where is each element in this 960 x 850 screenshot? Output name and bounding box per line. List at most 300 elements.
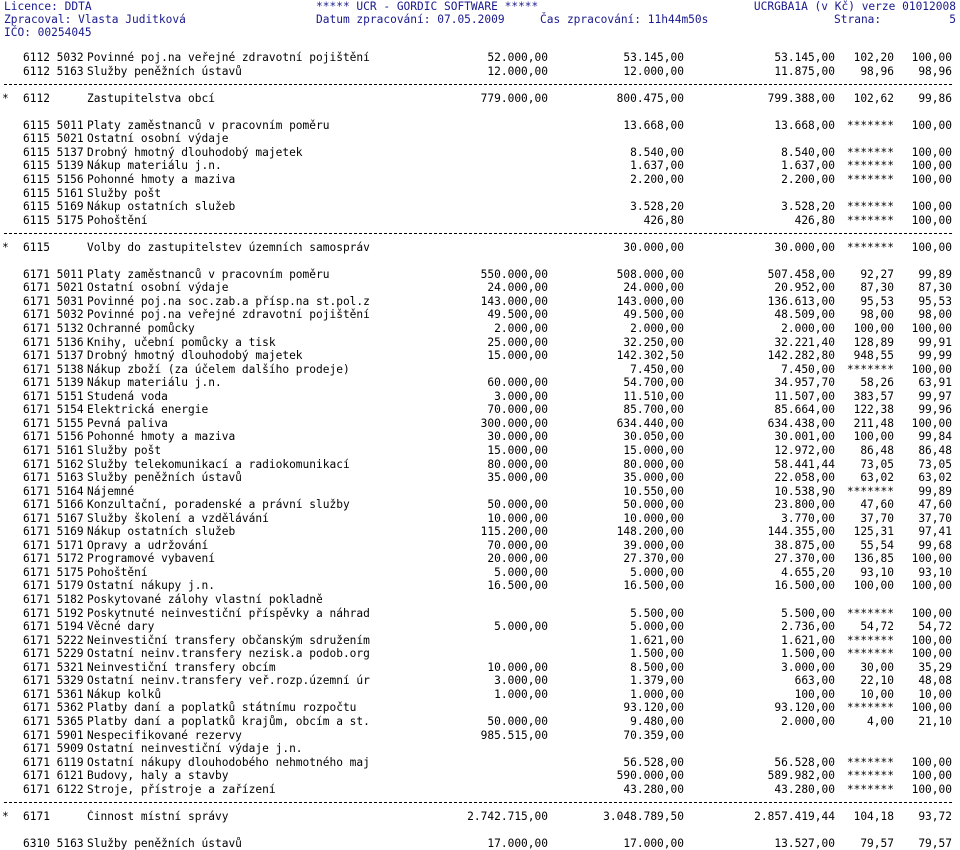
percent-of-approved: ******* <box>846 146 894 159</box>
actual-amount: 507.458,00 <box>767 268 835 281</box>
approved-budget: 2.742.715,00 <box>467 810 548 823</box>
adjusted-budget: 50.000,00 <box>623 498 684 511</box>
adjusted-budget: 8.500,00 <box>630 661 684 674</box>
actual-amount: 3.770,00 <box>781 512 835 525</box>
table-row <box>0 132 960 145</box>
item-description: Pohoštění <box>87 214 148 227</box>
actual-amount: 30.001,00 <box>774 430 835 443</box>
account-code: 6171 5136 <box>23 336 84 349</box>
actual-amount: 13.668,00 <box>774 119 835 132</box>
table-row <box>0 349 960 362</box>
table-row <box>0 336 960 349</box>
percent-of-approved: ******* <box>846 769 894 782</box>
item-description: Služby pošt <box>87 444 162 457</box>
account-code: 6171 5182 <box>23 593 84 606</box>
percent-of-adjusted: 93,72 <box>918 810 952 823</box>
item-description: Elektrická energie <box>87 403 209 416</box>
percent-of-approved: ******* <box>846 701 894 714</box>
adjusted-budget: 2.000,00 <box>630 322 684 335</box>
percent-of-approved: 95,53 <box>860 295 894 308</box>
actual-amount: 2.000,00 <box>781 715 835 728</box>
item-description: Knihy, učební pomůcky a tisk <box>87 336 276 349</box>
approved-budget: 30.000,00 <box>487 430 548 443</box>
item-description: Platby daní a poplatků státnímu rozpočtu <box>87 701 357 714</box>
actual-amount: 799.388,00 <box>767 92 835 105</box>
approved-budget: 3.000,00 <box>494 674 548 687</box>
adjusted-budget: 3.528,20 <box>630 200 684 213</box>
adjusted-budget: 49.500,00 <box>623 308 684 321</box>
approved-budget: 12.000,00 <box>487 65 548 78</box>
item-description: Neinvestiční transfery občanským sdružením <box>87 634 370 647</box>
table-row <box>0 51 960 64</box>
percent-of-adjusted: 100,00 <box>911 146 952 159</box>
product-banner: ***** UCR - GORDIC SOFTWARE ***** <box>316 0 539 13</box>
item-description: Nespecifikované rezervy <box>87 729 242 742</box>
percent-of-approved: 30,00 <box>860 661 894 674</box>
approved-budget: 779.000,00 <box>480 92 548 105</box>
account-code: 6171 5139 <box>23 376 84 389</box>
table-row <box>0 729 960 742</box>
table-row <box>0 200 960 213</box>
percent-of-adjusted: 47,60 <box>918 498 952 511</box>
item-description: Služby peněžních ústavů <box>87 65 242 78</box>
item-description: Služby telekomunikací a radiokomunikací <box>87 458 350 471</box>
header-line-1 <box>4 0 956 13</box>
account-code: 6171 5154 <box>23 403 84 416</box>
table-row <box>0 471 960 484</box>
approved-budget: 70.000,00 <box>487 403 548 416</box>
table-row <box>0 187 960 200</box>
percent-of-approved: 211,48 <box>853 417 894 430</box>
approved-budget: 70.000,00 <box>487 539 548 552</box>
account-code: 6112 <box>23 92 50 105</box>
percent-of-approved: 10,00 <box>860 688 894 701</box>
processing-date: Datum zpracování: 07.05.2009 <box>316 13 505 26</box>
percent-of-adjusted: 99,97 <box>918 390 952 403</box>
percent-of-adjusted: 100,00 <box>911 119 952 132</box>
percent-of-approved: 93,10 <box>860 566 894 579</box>
table-row <box>0 647 960 660</box>
approved-budget: 16.500,00 <box>487 579 548 592</box>
account-code: 6171 5192 <box>23 607 84 620</box>
account-code: 6171 5167 <box>23 512 84 525</box>
actual-amount: 13.527,00 <box>774 837 835 850</box>
processing-time: Čas zpracování: 11h44m50s <box>540 13 709 26</box>
subtotal-marker: * <box>2 92 9 105</box>
account-code: 6112 5163 <box>23 65 84 78</box>
dashed-separator <box>4 84 952 85</box>
actual-amount: 663,00 <box>794 674 835 687</box>
item-description: Pevná paliva <box>87 417 168 430</box>
actual-amount: 32.221,40 <box>774 336 835 349</box>
percent-of-adjusted: 99,89 <box>918 485 952 498</box>
approved-budget: 1.000,00 <box>494 688 548 701</box>
adjusted-budget: 1.500,00 <box>630 647 684 660</box>
table-row <box>0 661 960 674</box>
percent-of-approved: 104,18 <box>853 810 894 823</box>
item-description: Zastupitelstva obcí <box>87 92 215 105</box>
item-description: Ostatní nákupy dlouhodobého nehmotného maj <box>87 756 370 769</box>
adjusted-budget: 24.000,00 <box>623 281 684 294</box>
item-description: Služby školení a vzdělávání <box>87 512 269 525</box>
page-label: Strana: <box>834 13 882 26</box>
table-row <box>0 390 960 403</box>
subtotal-marker: * <box>2 241 9 254</box>
adjusted-budget: 7.450,00 <box>630 363 684 376</box>
item-description: Pohonné hmoty a maziva <box>87 173 236 186</box>
account-code: 6310 5163 <box>23 837 84 850</box>
account-code: 6171 5222 <box>23 634 84 647</box>
adjusted-budget: 426,80 <box>643 214 684 227</box>
percent-of-adjusted: 100,00 <box>911 783 952 796</box>
item-description: Věcné dary <box>87 620 155 633</box>
item-description: Nákup materiálu j.n. <box>87 376 222 389</box>
item-description: Drobný hmotný dlouhodobý majetek <box>87 146 303 159</box>
adjusted-budget: 13.668,00 <box>623 119 684 132</box>
percent-of-adjusted: 37,70 <box>918 512 952 525</box>
table-row <box>0 525 960 538</box>
approved-budget: 20.000,00 <box>487 552 548 565</box>
account-code: 6171 5151 <box>23 390 84 403</box>
account-code: 6115 5161 <box>23 187 84 200</box>
actual-amount: 4.655,20 <box>781 566 835 579</box>
percent-of-approved: ******* <box>846 485 894 498</box>
item-description: Pohoštění <box>87 566 148 579</box>
item-description: Služby pošt <box>87 187 162 200</box>
percent-of-adjusted: 54,72 <box>918 620 952 633</box>
percent-of-approved: 100,00 <box>853 430 894 443</box>
adjusted-budget: 39.000,00 <box>623 539 684 552</box>
adjusted-budget: 1.621,00 <box>630 634 684 647</box>
percent-of-adjusted: 63,02 <box>918 471 952 484</box>
actual-amount: 85.664,00 <box>774 403 835 416</box>
adjusted-budget: 142.302,50 <box>616 349 684 362</box>
adjusted-budget: 5.000,00 <box>630 620 684 633</box>
percent-of-adjusted: 100,00 <box>911 552 952 565</box>
actual-amount: 3.528,20 <box>781 200 835 213</box>
account-code: 6171 <box>23 810 50 823</box>
percent-of-approved: 98,96 <box>860 65 894 78</box>
account-code: 6171 5179 <box>23 579 84 592</box>
adjusted-budget: 1.637,00 <box>630 159 684 172</box>
adjusted-budget: 8.540,00 <box>630 146 684 159</box>
approved-budget: 985.515,00 <box>480 729 548 742</box>
percent-of-approved: 100,00 <box>853 322 894 335</box>
percent-of-approved: 122,38 <box>853 403 894 416</box>
actual-amount: 2.000,00 <box>781 322 835 335</box>
percent-of-approved: ******* <box>846 783 894 796</box>
item-description: Ostatní osobní výdaje <box>87 281 229 294</box>
approved-budget: 15.000,00 <box>487 444 548 457</box>
item-description: Volby do zastupitelstev územních samospráv <box>87 241 370 254</box>
percent-of-approved: ******* <box>846 634 894 647</box>
item-description: Nákup kolků <box>87 688 162 701</box>
item-description: Nájemné <box>87 485 135 498</box>
actual-amount: 11.507,00 <box>774 390 835 403</box>
account-code: 6171 5169 <box>23 525 84 538</box>
table-row <box>0 634 960 647</box>
adjusted-budget: 70.359,00 <box>623 729 684 742</box>
percent-of-approved: 73,05 <box>860 458 894 471</box>
adjusted-budget: 508.000,00 <box>616 268 684 281</box>
item-description: Ochranné pomůcky <box>87 322 195 335</box>
account-code: 6171 5161 <box>23 444 84 457</box>
percent-of-adjusted: 100,00 <box>911 634 952 647</box>
percent-of-approved: 136,85 <box>853 552 894 565</box>
item-description: Činnost místní správy <box>87 810 229 823</box>
percent-of-approved: ******* <box>846 119 894 132</box>
subtotal-marker: * <box>2 810 9 823</box>
percent-of-adjusted: 100,00 <box>911 241 952 254</box>
adjusted-budget: 15.000,00 <box>623 444 684 457</box>
actual-amount: 7.450,00 <box>781 363 835 376</box>
account-code: 6115 5137 <box>23 146 84 159</box>
adjusted-budget: 16.500,00 <box>623 579 684 592</box>
adjusted-budget: 11.510,00 <box>623 390 684 403</box>
approved-budget: 35.000,00 <box>487 471 548 484</box>
percent-of-approved: ******* <box>846 173 894 186</box>
account-code: 6171 5166 <box>23 498 84 511</box>
percent-of-approved: ******* <box>846 756 894 769</box>
percent-of-adjusted: 100,00 <box>911 51 952 64</box>
account-code: 6115 5169 <box>23 200 84 213</box>
percent-of-approved: 4,00 <box>867 715 894 728</box>
actual-amount: 2.736,00 <box>781 620 835 633</box>
percent-of-approved: ******* <box>846 214 894 227</box>
item-description: Služby peněžních ústavů <box>87 471 242 484</box>
approved-budget: 550.000,00 <box>480 268 548 281</box>
table-row <box>0 65 960 78</box>
percent-of-adjusted: 35,29 <box>918 661 952 674</box>
table-row <box>0 674 960 687</box>
account-code: 6171 5909 <box>23 742 84 755</box>
actual-amount: 100,00 <box>794 688 835 701</box>
percent-of-adjusted: 98,00 <box>918 308 952 321</box>
actual-amount: 10.538,90 <box>774 485 835 498</box>
table-row <box>0 146 960 159</box>
account-code: 6171 5138 <box>23 363 84 376</box>
table-row <box>0 363 960 376</box>
percent-of-approved: 79,57 <box>860 837 894 850</box>
percent-of-approved: ******* <box>846 241 894 254</box>
actual-amount: 56.528,00 <box>774 756 835 769</box>
table-row <box>0 607 960 620</box>
item-description: Platy zaměstnanců v pracovním poměru <box>87 119 330 132</box>
table-row <box>0 688 960 701</box>
percent-of-adjusted: 100,00 <box>911 647 952 660</box>
adjusted-budget: 27.370,00 <box>623 552 684 565</box>
account-code: 6171 5155 <box>23 417 84 430</box>
percent-of-approved: 37,70 <box>860 512 894 525</box>
adjusted-budget: 56.528,00 <box>623 756 684 769</box>
account-code: 6171 5361 <box>23 688 84 701</box>
percent-of-approved: 100,00 <box>853 579 894 592</box>
percent-of-approved: ******* <box>846 200 894 213</box>
approved-budget: 115.200,00 <box>480 525 548 538</box>
adjusted-budget: 30.050,00 <box>623 430 684 443</box>
table-row <box>0 295 960 308</box>
table-row <box>0 593 960 606</box>
item-description: Ostatní nákupy j.n. <box>87 579 215 592</box>
table-row <box>0 430 960 443</box>
item-description: Nákup ostatních služeb <box>87 200 236 213</box>
actual-amount: 23.800,00 <box>774 498 835 511</box>
item-description: Drobný hmotný dlouhodobý majetek <box>87 349 303 362</box>
table-row <box>0 119 960 132</box>
approved-budget: 17.000,00 <box>487 837 548 850</box>
account-code: 6171 5171 <box>23 539 84 552</box>
percent-of-adjusted: 100,00 <box>911 417 952 430</box>
percent-of-adjusted: 99,96 <box>918 403 952 416</box>
actual-amount: 8.540,00 <box>781 146 835 159</box>
actual-amount: 34.957,70 <box>774 376 835 389</box>
actual-amount: 1.500,00 <box>781 647 835 660</box>
percent-of-approved: 54,72 <box>860 620 894 633</box>
approved-budget: 52.000,00 <box>487 51 548 64</box>
account-code: 6171 5163 <box>23 471 84 484</box>
percent-of-approved: 102,20 <box>853 51 894 64</box>
page-number: 5 <box>949 13 956 26</box>
approved-budget: 5.000,00 <box>494 620 548 633</box>
actual-amount: 12.972,00 <box>774 444 835 457</box>
table-row <box>0 579 960 592</box>
item-description: Platby daní a poplatků krajům, obcím a st. <box>87 715 370 728</box>
account-code: 6171 5132 <box>23 322 84 335</box>
percent-of-approved: 383,57 <box>853 390 894 403</box>
table-row <box>0 498 960 511</box>
actual-amount: 20.952,00 <box>774 281 835 294</box>
adjusted-budget: 143.000,00 <box>616 295 684 308</box>
percent-of-adjusted: 99,91 <box>918 336 952 349</box>
table-row <box>0 742 960 755</box>
percent-of-approved: ******* <box>846 159 894 172</box>
processed-by: Zpracoval: Vlasta Juditková <box>4 13 186 26</box>
percent-of-adjusted: 95,53 <box>918 295 952 308</box>
adjusted-budget: 9.480,00 <box>630 715 684 728</box>
header-line-2 <box>4 13 956 26</box>
percent-of-adjusted: 63,91 <box>918 376 952 389</box>
account-code: 6171 6122 <box>23 783 84 796</box>
dashed-separator <box>4 233 952 234</box>
account-code: 6115 5156 <box>23 173 84 186</box>
percent-of-adjusted: 98,96 <box>918 65 952 78</box>
item-description: Programové vybavení <box>87 552 215 565</box>
adjusted-budget: 1.379,00 <box>630 674 684 687</box>
account-code: 6171 5011 <box>23 268 84 281</box>
percent-of-adjusted: 100,00 <box>911 322 952 335</box>
adjusted-budget: 2.200,00 <box>630 173 684 186</box>
item-description: Nákup ostatních služeb <box>87 525 236 538</box>
percent-of-approved: 92,27 <box>860 268 894 281</box>
account-code: 6115 5139 <box>23 159 84 172</box>
percent-of-approved: 128,89 <box>853 336 894 349</box>
adjusted-budget: 1.000,00 <box>630 688 684 701</box>
table-row <box>0 322 960 335</box>
percent-of-adjusted: 100,00 <box>911 701 952 714</box>
approved-budget: 143.000,00 <box>480 295 548 308</box>
actual-amount: 1.621,00 <box>781 634 835 647</box>
table-row <box>0 769 960 782</box>
adjusted-budget: 54.700,00 <box>623 376 684 389</box>
actual-amount: 589.982,00 <box>767 769 835 782</box>
adjusted-budget: 85.700,00 <box>623 403 684 416</box>
percent-of-approved: 63,02 <box>860 471 894 484</box>
actual-amount: 426,80 <box>794 214 835 227</box>
percent-of-adjusted: 100,00 <box>911 200 952 213</box>
percent-of-adjusted: 100,00 <box>911 769 952 782</box>
percent-of-adjusted: 100,00 <box>911 607 952 620</box>
actual-amount: 16.500,00 <box>774 579 835 592</box>
table-row <box>0 539 960 552</box>
approved-budget: 50.000,00 <box>487 498 548 511</box>
ico-label: IČO: 00254045 <box>4 26 92 39</box>
percent-of-adjusted: 100,00 <box>911 363 952 376</box>
adjusted-budget: 10.550,00 <box>623 485 684 498</box>
percent-of-adjusted: 99,84 <box>918 430 952 443</box>
actual-amount: 11.875,00 <box>774 65 835 78</box>
account-code: 6171 5194 <box>23 620 84 633</box>
actual-amount: 2.200,00 <box>781 173 835 186</box>
table-row <box>0 159 960 172</box>
item-description: Nákup zboží (za účelem dalšího prodeje) <box>87 363 350 376</box>
actual-amount: 30.000,00 <box>774 241 835 254</box>
table-row <box>0 444 960 457</box>
actual-amount: 43.280,00 <box>774 783 835 796</box>
actual-amount: 144.355,00 <box>767 525 835 538</box>
item-description: Opravy a udržování <box>87 539 209 552</box>
account-code: 6171 5329 <box>23 674 84 687</box>
percent-of-adjusted: 99,68 <box>918 539 952 552</box>
item-description: Budovy, haly a stavby <box>87 769 229 782</box>
adjusted-budget: 17.000,00 <box>623 837 684 850</box>
table-row <box>0 512 960 525</box>
adjusted-budget: 30.000,00 <box>623 241 684 254</box>
approved-budget: 2.000,00 <box>494 322 548 335</box>
licence-label: Licence: DDTA <box>4 0 92 13</box>
item-description: Služby peněžních ústavů <box>87 837 242 850</box>
percent-of-approved: 58,26 <box>860 376 894 389</box>
item-description: Povinné poj.na veřejné zdravotní pojištění <box>87 51 370 64</box>
header-line-3 <box>4 26 956 39</box>
actual-amount: 53.145,00 <box>774 51 835 64</box>
table-row <box>0 403 960 416</box>
item-description: Studená voda <box>87 390 168 403</box>
percent-of-adjusted: 79,57 <box>918 837 952 850</box>
item-description: Ostatní neinvestiční výdaje j.n. <box>87 742 303 755</box>
approved-budget: 60.000,00 <box>487 376 548 389</box>
item-description: Ostatní neinv.transfery nezisk.a podob.org <box>87 647 370 660</box>
percent-of-approved: 98,00 <box>860 308 894 321</box>
approved-budget: 10.000,00 <box>487 661 548 674</box>
percent-of-approved: 948,55 <box>853 349 894 362</box>
approved-budget: 300.000,00 <box>480 417 548 430</box>
actual-amount: 2.857.419,44 <box>754 810 835 823</box>
table-row <box>0 756 960 769</box>
table-row <box>0 458 960 471</box>
account-code: 6112 5032 <box>23 51 84 64</box>
adjusted-budget: 634.440,00 <box>616 417 684 430</box>
percent-of-approved: ******* <box>846 647 894 660</box>
table-row <box>0 214 960 227</box>
actual-amount: 142.282,80 <box>767 349 835 362</box>
subtotal-row <box>0 810 960 823</box>
dashed-separator <box>4 802 952 803</box>
adjusted-budget: 590.000,00 <box>616 769 684 782</box>
account-code: 6115 5175 <box>23 214 84 227</box>
actual-amount: 38.875,00 <box>774 539 835 552</box>
table-row <box>0 783 960 796</box>
adjusted-budget: 43.280,00 <box>623 783 684 796</box>
